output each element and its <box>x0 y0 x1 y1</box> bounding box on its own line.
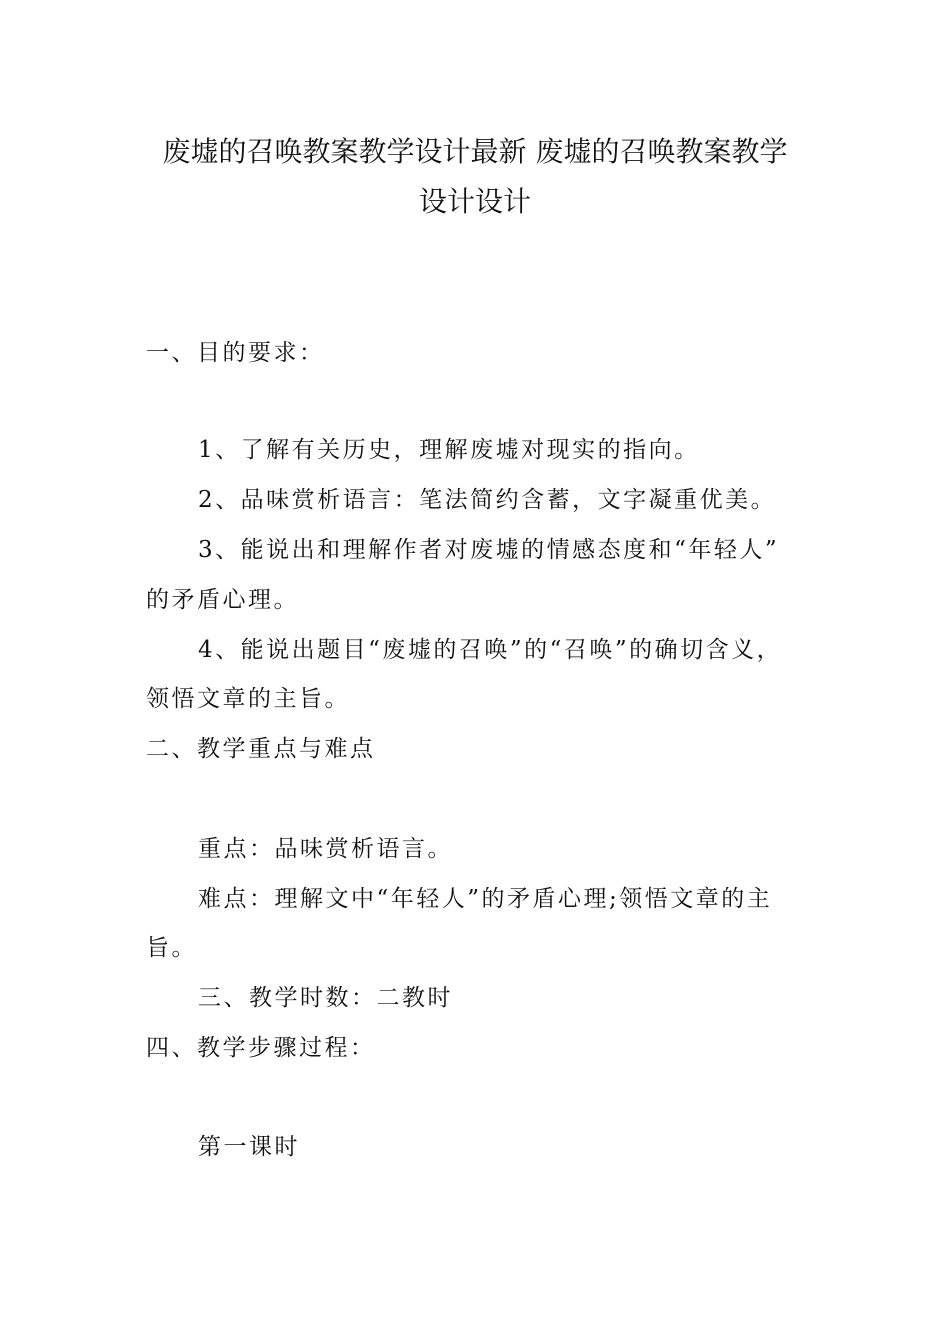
difficulty-line-1: 难点：理解文中“年轻人”的矛盾心理;领悟文章的主 <box>198 886 773 912</box>
objective-3-line-2: 的矛盾心理。 <box>146 587 299 613</box>
section-2-heading: 二、教学重点与难点 <box>146 736 376 762</box>
lesson-1-heading: 第一课时 <box>198 1134 300 1160</box>
section-1-heading: 一、目的要求： <box>146 340 325 366</box>
section-3-teaching-hours: 三、教学时数：二教时 <box>198 985 453 1011</box>
difficulty-line-2: 旨。 <box>146 935 197 961</box>
objective-4-line-2: 领悟文章的主旨。 <box>146 686 350 712</box>
key-point: 重点：品味赏析语言。 <box>198 836 453 862</box>
section-4-heading: 四、教学步骤过程： <box>146 1035 376 1061</box>
objective-1: 1、了解有关历史，理解废墟对现实的指向。 <box>198 437 700 463</box>
objective-2: 2、品味赏析语言：笔法简约含蓄，文字凝重优美。 <box>198 487 777 513</box>
document-title-line-2: 设计设计 <box>418 185 531 218</box>
objective-4-line-1: 4、能说出题目“废墟的召唤”的“召唤”的确切含义， <box>198 637 783 663</box>
objective-3-line-1: 3、能说出和理解作者对废墟的情感态度和“年轻人” <box>198 537 780 563</box>
document-title-line-1: 废墟的召唤教案教学设计最新 废墟的召唤教案教学 <box>162 135 788 168</box>
